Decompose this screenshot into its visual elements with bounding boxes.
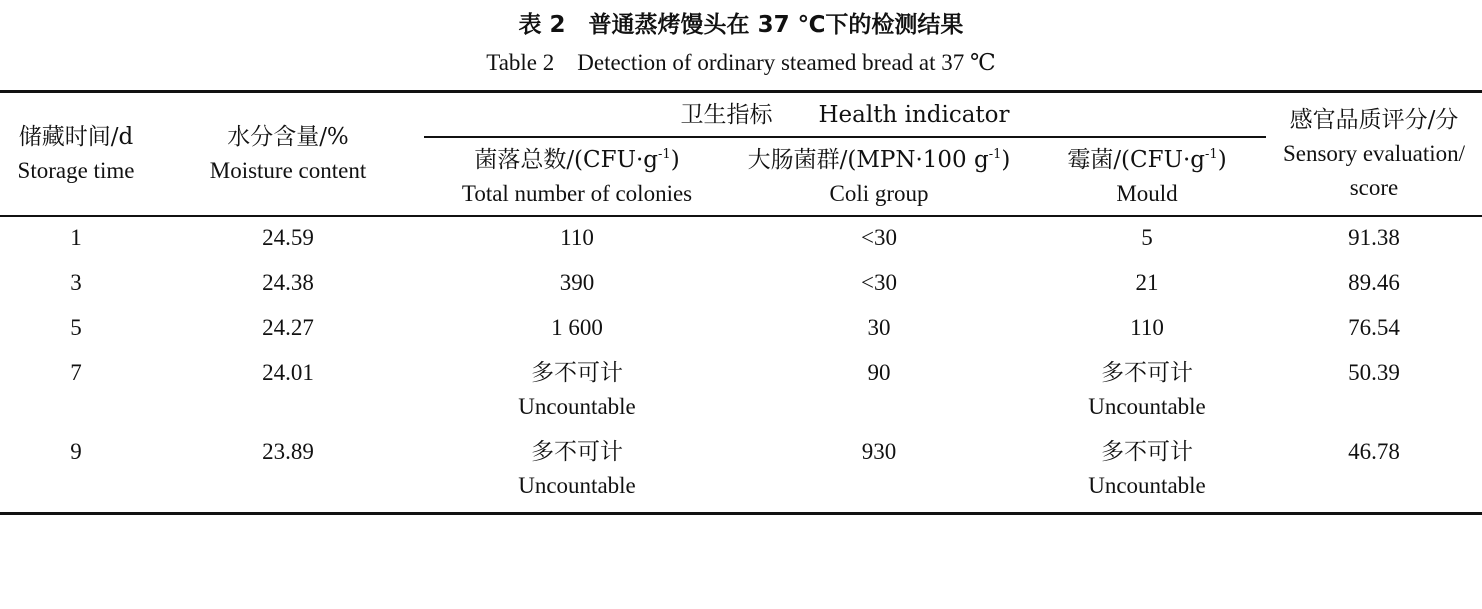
header-moisture-zh: 水分含量/% — [227, 124, 349, 150]
header-storage-en: Storage time — [17, 158, 135, 183]
header-sensory-en: Sensory evaluation/ — [1282, 141, 1466, 166]
header-coli-zh: 大肠菌群/(MPN·100 $g^{-1}$) — [747, 147, 1011, 173]
header-mould-en: Mould — [1116, 181, 1178, 206]
cell-colonies — [424, 356, 730, 424]
cell-moisture: 24.59 — [262, 225, 314, 250]
cell-colonies-en: Uncountable — [518, 394, 636, 419]
header-mould — [1028, 143, 1266, 211]
header-moisture-en: Moisture content — [209, 158, 367, 183]
cell-mould — [1028, 435, 1266, 503]
cell-moisture: 24.27 — [262, 315, 314, 340]
cell-coli: 30 — [867, 315, 891, 340]
cell-colonies: 110 — [560, 225, 594, 250]
cell-colonies — [424, 435, 730, 503]
top-rule — [0, 90, 1482, 93]
cell-mould-zh: 多不可计 — [1101, 360, 1193, 386]
cell-day: 7 — [70, 360, 82, 385]
header-mould-zh: 霉菌$/(CFU\cdot g^{-1})$ — [1067, 147, 1227, 173]
cell-mould: 21 — [1135, 270, 1159, 295]
cell-mould — [1028, 356, 1266, 424]
cell-colonies-zh: 多不可计 — [531, 360, 623, 386]
table-row — [0, 356, 1482, 436]
cell-moisture: 24.01 — [262, 360, 314, 385]
cell-mould: 110 — [1130, 315, 1164, 340]
cell-coli: <30 — [861, 270, 897, 295]
cell-sensory: 91.38 — [1348, 225, 1400, 250]
header-health-group — [424, 98, 1266, 132]
header-storage-zh: 储藏时间/d — [18, 124, 134, 150]
header-colonies-zh: 菌落总数$/(CFU\cdot g^{-1})$ — [474, 147, 680, 173]
cell-coli: <30 — [861, 225, 897, 250]
cell-moisture: 24.38 — [262, 270, 314, 295]
header-coli — [730, 143, 1028, 211]
table-title-en: Table 2 Detection of ordinary steamed bread at 37 ℃ — [486, 50, 996, 75]
header-rule — [0, 215, 1482, 217]
cell-colonies: 1 600 — [551, 315, 603, 340]
cell-sensory: 76.54 — [1348, 315, 1400, 340]
header-sensory-zh: 感官品质评分/分 — [1289, 107, 1459, 133]
cell-colonies: 390 — [559, 270, 595, 295]
header-sensory-en2: score — [1349, 175, 1399, 200]
cell-mould-zh: 多不可计 — [1101, 439, 1193, 465]
header-sensory — [1266, 103, 1482, 205]
health-group-rule — [424, 136, 1266, 138]
cell-mould: 5 — [1141, 225, 1153, 250]
cell-day: 1 — [70, 225, 82, 250]
header-coli-en: Coli group — [829, 181, 929, 206]
cell-day: 5 — [70, 315, 82, 340]
table-row — [0, 435, 1482, 515]
cell-day: 9 — [70, 439, 82, 464]
cell-sensory: 46.78 — [1348, 439, 1400, 464]
table-title-zh: 表 2 普通蒸烤馒头在 37 ℃下的检测结果 — [518, 12, 964, 38]
cell-moisture: 23.89 — [262, 439, 314, 464]
cell-mould-en: Uncountable — [1088, 394, 1206, 419]
cell-coli: 90 — [867, 360, 891, 385]
header-moisture — [152, 120, 424, 188]
cell-mould-en: Uncountable — [1088, 473, 1206, 498]
cell-sensory: 50.39 — [1348, 360, 1400, 385]
header-health-label: 卫生指标 Health indicator — [680, 102, 1010, 128]
cell-day: 3 — [70, 270, 82, 295]
cell-sensory: 89.46 — [1348, 270, 1400, 295]
cell-colonies-zh: 多不可计 — [531, 439, 623, 465]
header-storage-time — [0, 120, 152, 188]
header-colonies — [424, 143, 730, 211]
cell-coli: 930 — [861, 439, 897, 464]
cell-colonies-en: Uncountable — [518, 473, 636, 498]
header-colonies-en: Total number of colonies — [461, 181, 693, 206]
